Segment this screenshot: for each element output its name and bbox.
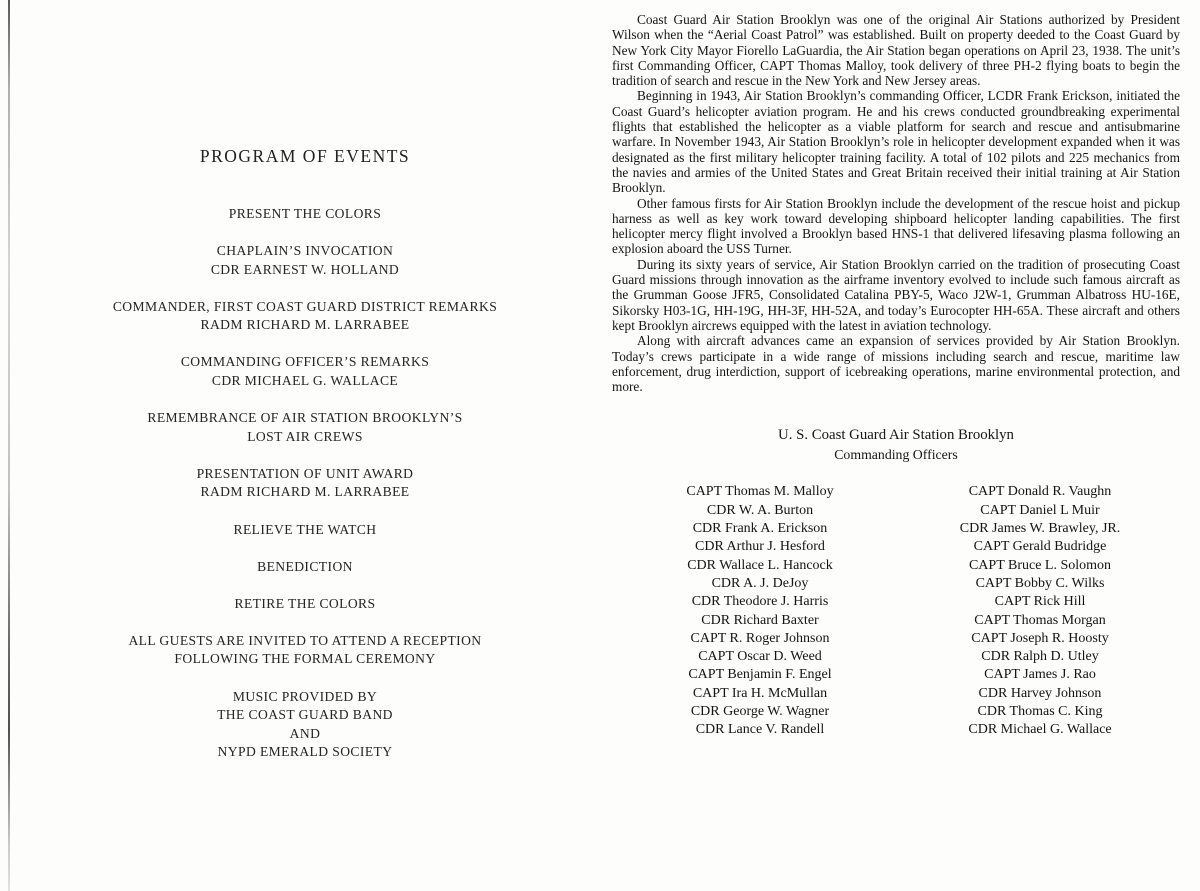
- event-retire-colors: [20, 595, 590, 614]
- officer-name: CDR Thomas C. King: [977, 703, 1103, 719]
- event-line: AND: [289, 725, 321, 741]
- event-benediction: [20, 558, 590, 577]
- event-music-credits: [20, 688, 590, 762]
- event-line: COMMANDER, FIRST COAST GUARD DISTRICT REMARKS: [112, 298, 498, 314]
- officer-name: CDR Richard Baxter: [701, 612, 819, 628]
- commanding-officers-section: [612, 426, 1180, 739]
- officer-name: CDR Arthur J. Hesford: [695, 539, 825, 555]
- history-paragraph-2: Beginning in 1943, Air Station Brooklyn’s commanding Officer, LCDR Frank Erickson, initiated the Coast Guard’s helicopter aviation program. He and his crews conducted groundbreaking experimental flights that established the helicopter as a viable platform for search and rescue and antisubmarine warfare. In November 1943, Air Station Brooklyn’s role in helicopter development expanded when it was designated as the first military helicopter training facility. A total of 102 pilots and 225 mechanics from the navies and armies of the United States and Great Britain received their initial training at Air Station Brooklyn.: [612, 88, 1180, 196]
- officer-name: CAPT Donald R. Vaughn: [968, 484, 1112, 500]
- officer-name: CDR James W. Brawley, JR.: [959, 521, 1121, 537]
- event-line: REMEMBRANCE OF AIR STATION BROOKLYN’S: [147, 410, 463, 426]
- event-co-remarks: [20, 353, 590, 390]
- event-line: LOST AIR CREWS: [247, 428, 363, 444]
- officer-name: CDR Frank A. Erickson: [692, 521, 828, 537]
- officer-name: CAPT Rick Hill: [994, 594, 1086, 610]
- event-line: RADM RICHARD M. LARRABEE: [200, 484, 410, 500]
- officer-name: CDR Ralph D. Utley: [981, 649, 1099, 665]
- officer-name: CAPT Oscar D. Weed: [698, 649, 822, 665]
- event-chaplains-invocation: [20, 242, 590, 279]
- officer-name: CDR George W. Wagner: [690, 703, 830, 719]
- officer-name: CAPT Daniel L Muir: [980, 502, 1100, 518]
- event-line: ALL GUESTS ARE INVITED TO ATTEND A RECEPTION: [128, 632, 482, 648]
- event-line: PRESENT THE COLORS: [228, 206, 382, 221]
- officer-name: CAPT Bobby C. Wilks: [975, 575, 1105, 591]
- officer-name: CAPT Thomas Morgan: [974, 612, 1106, 628]
- event-line: BENEDICTION: [257, 558, 353, 574]
- officers-right-column: [900, 483, 1180, 739]
- officer-name: CDR Michael G. Wallace: [968, 722, 1112, 738]
- officers-section-subtitle: Commanding Officers: [834, 447, 958, 463]
- right-page: [600, 0, 1200, 891]
- officer-name: CDR Theodore J. Harris: [691, 594, 829, 610]
- event-district-remarks: [20, 298, 590, 335]
- event-line: COMMANDING OFFICER’S REMARKS: [180, 354, 430, 370]
- history-paragraph-5: Along with aircraft advances came an expansion of services provided by Air Station Brooklyn. Today’s crews participate in a wide range of missions including search and rescue, maritime law enforcement, drug interdiction, support of icebreaking operations, marine environmental protection, and more.: [612, 333, 1180, 395]
- officer-name: CDR Lance V. Randell: [695, 722, 825, 738]
- officer-name: CDR Wallace L. Hancock: [687, 557, 833, 573]
- event-remembrance: [20, 409, 590, 446]
- officer-name: CAPT Joseph R. Hoosty: [971, 630, 1109, 646]
- officers-left-column: [620, 483, 900, 739]
- officers-section-title: U. S. Coast Guard Air Station Brooklyn: [778, 427, 1014, 444]
- officer-name: CAPT James J. Rao: [984, 667, 1096, 683]
- event-line: THE COAST GUARD BAND: [217, 707, 393, 723]
- officer-name: CAPT Benjamin F. Engel: [688, 667, 832, 683]
- event-line: CDR EARNEST W. HOLLAND: [210, 261, 400, 277]
- officer-name: CAPT Ira H. McMullan: [692, 685, 828, 701]
- history-text: [612, 12, 1180, 394]
- event-reception-notice: [20, 632, 590, 669]
- officer-name: CAPT R. Roger Johnson: [690, 630, 830, 646]
- officer-name: CAPT Bruce L. Solomon: [968, 557, 1112, 573]
- event-line: FOLLOWING THE FORMAL CEREMONY: [174, 651, 436, 667]
- event-line: RELIEVE THE WATCH: [233, 521, 377, 537]
- officer-name: CAPT Thomas M. Malloy: [686, 484, 834, 500]
- program-of-events-title: PROGRAM OF EVENTS: [199, 146, 411, 166]
- event-line: MUSIC PROVIDED BY: [232, 688, 378, 704]
- event-relieve-watch: [20, 521, 590, 540]
- officer-name: CAPT Gerald Budridge: [973, 539, 1107, 555]
- history-paragraph-4: During its sixty years of service, Air Station Brooklyn carried on the tradition of prosecuting Coast Guard missions through innovation as the airframe inventory evolved to include such famous aircraft as the Grumman Goose JFR5, Consolidated Catalina PBY-5, Waco J2W-1, Grumman Albatross HU-16E, Sikorsky H03-1G, HH-19G, HH-3F, HH-52A, and today’s Eurocopter HH-65A. These aircraft and others kept Brooklyn aircrews equipped with the latest in aviation technology.: [612, 256, 1180, 333]
- officer-name: CDR W. A. Burton: [706, 502, 814, 518]
- officer-name: CDR Harvey Johnson: [978, 685, 1102, 701]
- event-line: RETIRE THE COLORS: [234, 595, 376, 611]
- history-paragraph-3: Other famous firsts for Air Station Brooklyn include the development of the rescue hoist and pickup harness as well as key work toward developing shipboard helicopter landing capabilities. The first helicopter mercy flight involved a Brooklyn based HNS-1 that delivered lifesaving plasma following an explosion aboard the USS Turner.: [612, 195, 1180, 257]
- event-line: CDR MICHAEL G. WALLACE: [211, 373, 399, 389]
- event-line: PRESENTATION OF UNIT AWARD: [196, 465, 414, 481]
- event-unit-award: [20, 465, 590, 502]
- history-paragraph-1: Coast Guard Air Station Brooklyn was one of the original Air Stations authorized by President Wilson when the “Aerial Coast Patrol” was established. Built on property deeded to the Coast Guard by New York City Mayor Fiorello LaGuardia, the Air Station began operations on April 23, 1938. The unit’s first Commanding Officer, CAPT Thomas Malloy, took delivery of three PH-2 flying boats to begin the tradition of search and rescue in the New York and New Jersey areas.: [612, 12, 1180, 89]
- officer-name: CDR A. J. DeJoy: [711, 575, 809, 591]
- event-present-colors: [20, 205, 590, 224]
- event-line: CHAPLAIN’S INVOCATION: [216, 243, 394, 259]
- scan-edge-line: [8, 0, 10, 891]
- event-line: RADM RICHARD M. LARRABEE: [200, 317, 410, 333]
- officers-columns: [620, 483, 1180, 739]
- event-line: NYPD EMERALD SOCIETY: [217, 744, 393, 760]
